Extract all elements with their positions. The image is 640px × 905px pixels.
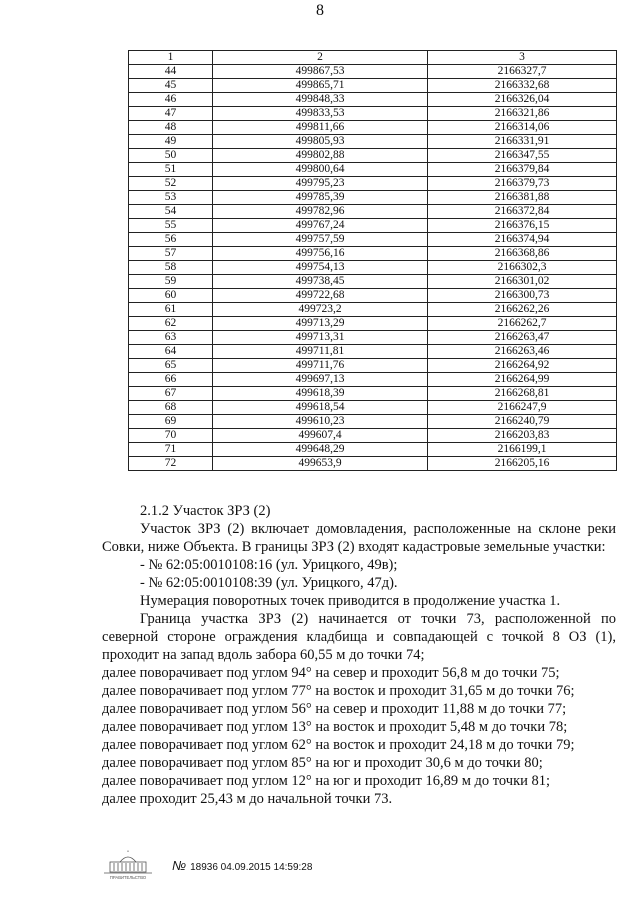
y-coordinate-cell: 2166326,04 [428,93,617,107]
y-coordinate-cell: 2166264,99 [428,373,617,387]
y-coordinate-cell: 2166240,79 [428,415,617,429]
table-row [129,93,617,107]
point-number-cell: 64 [129,345,213,359]
stamp-symbol: № [172,857,187,873]
point-number-cell: 50 [129,149,213,163]
x-coordinate-cell: 499754,13 [213,261,428,275]
table-row [129,303,617,317]
table-row [129,205,617,219]
x-coordinate-cell: 499618,39 [213,387,428,401]
point-number-cell: 54 [129,205,213,219]
y-coordinate-cell: 2166374,94 [428,233,617,247]
boundary-start: Граница участка ЗРЗ (2) начинается от точки 73, расположенной по северной стороне ограждения кладбища и совпадающей с точкой 8 ОЗ (1), проходит на запад вдоль забора 60,55 м до точки 74; [102,611,616,663]
x-coordinate-cell: 499756,16 [213,247,428,261]
point-number-cell: 44 [129,65,213,79]
stamp-caption: ПРАВИТЕЛЬСТВО [109,875,147,880]
point-number-cell: 65 [129,359,213,373]
x-coordinate-cell: 499697,13 [213,373,428,387]
boundary-line: далее поворачивает под углом 12° на юг и проходит 16,89 м до точки 81; [102,773,551,789]
x-coordinate-cell: 499800,64 [213,163,428,177]
y-coordinate-cell: 2166264,92 [428,359,617,373]
table-row [129,247,617,261]
parcel-item: - № 62:05:0010108:16 (ул. Урицкого, 49в); [140,557,398,573]
point-number-cell: 57 [129,247,213,261]
table-row [129,177,617,191]
y-coordinate-cell: 2166268,81 [428,387,617,401]
table-row [129,191,617,205]
numbering-note: Нумерация поворотных точек приводится в продолжение участка 1. [140,593,561,609]
column-header-x: 2 [213,51,428,65]
table-row [129,331,617,345]
table-row [129,121,617,135]
page-number: 8 [316,2,324,19]
y-coordinate-cell: 2166203,83 [428,429,617,443]
y-coordinate-cell: 2166379,84 [428,163,617,177]
table-row [129,233,617,247]
point-number-cell: 70 [129,429,213,443]
column-header-y: 3 [428,51,617,65]
point-number-cell: 60 [129,289,213,303]
x-coordinate-cell: 499653,9 [213,457,428,471]
point-number-cell: 59 [129,275,213,289]
x-coordinate-cell: 499865,71 [213,79,428,93]
x-coordinate-cell: 499738,45 [213,275,428,289]
point-number-cell: 55 [129,219,213,233]
x-coordinate-cell: 499767,24 [213,219,428,233]
table-row [129,107,617,121]
government-building-icon [102,850,154,880]
parcel-item: - № 62:05:0010108:39 (ул. Урицкого, 47д). [140,575,398,591]
table-row [129,401,617,415]
y-coordinate-cell: 2166263,46 [428,345,617,359]
y-coordinate-cell: 2166321,86 [428,107,617,121]
section-text [102,502,616,808]
table-row [129,387,617,401]
y-coordinate-cell: 2166376,15 [428,219,617,233]
y-coordinate-cell: 2166300,73 [428,289,617,303]
x-coordinate-cell: 499805,93 [213,135,428,149]
x-coordinate-cell: 499713,31 [213,331,428,345]
y-coordinate-cell: 2166262,7 [428,317,617,331]
coordinates-table [128,50,617,471]
x-coordinate-cell: 499785,39 [213,191,428,205]
point-number-cell: 67 [129,387,213,401]
table-row [129,289,617,303]
point-number-cell: 48 [129,121,213,135]
table-row [129,135,617,149]
point-number-cell: 53 [129,191,213,205]
table-row [129,275,617,289]
x-coordinate-cell: 499811,66 [213,121,428,135]
y-coordinate-cell: 2166379,73 [428,177,617,191]
table-row [129,457,617,471]
point-number-cell: 51 [129,163,213,177]
x-coordinate-cell: 499757,59 [213,233,428,247]
point-number-cell: 66 [129,373,213,387]
y-coordinate-cell: 2166263,47 [428,331,617,345]
boundary-line: далее проходит 25,43 м до начальной точки 73. [102,791,393,807]
table-row [129,345,617,359]
x-coordinate-cell: 499713,29 [213,317,428,331]
y-coordinate-cell: 2166327,7 [428,65,617,79]
boundary-line: далее поворачивает под углом 13° на восток и проходит 5,48 м до точки 78; [102,719,568,735]
x-coordinate-cell: 499795,23 [213,177,428,191]
x-coordinate-cell: 499648,29 [213,443,428,457]
x-coordinate-cell: 499867,53 [213,65,428,79]
boundary-line: далее поворачивает под углом 56° на север и проходит 11,88 м до точки 77; [102,701,567,717]
point-number-cell: 58 [129,261,213,275]
point-number-cell: 72 [129,457,213,471]
y-coordinate-cell: 2166302,3 [428,261,617,275]
point-number-cell: 61 [129,303,213,317]
stamp-document-id: 18936 04.09.2015 14:59:28 [190,861,313,873]
table-header-row [129,51,617,65]
boundary-line: далее поворачивает под углом 94° на север и проходит 56,8 м до точки 75; [102,665,560,681]
y-coordinate-cell: 2166332,68 [428,79,617,93]
y-coordinate-cell: 2166262,26 [428,303,617,317]
point-number-cell: 47 [129,107,213,121]
boundary-lines [102,664,616,808]
point-number-cell: 46 [129,93,213,107]
document-stamp [102,850,312,880]
point-number-cell: 69 [129,415,213,429]
table-row [129,317,617,331]
y-coordinate-cell: 2166205,16 [428,457,617,471]
table-row [129,79,617,93]
point-number-cell: 68 [129,401,213,415]
section-intro: Участок ЗРЗ (2) включает домовладения, расположенные на склоне реки Совки, ниже Объекта. В границы ЗРЗ (2) входят кадастровые земельные участки: [102,521,616,555]
point-number-cell: 71 [129,443,213,457]
point-number-cell: 52 [129,177,213,191]
boundary-line: далее поворачивает под углом 85° на юг и проходит 30,6 м до точки 80; [102,755,543,771]
table-row [129,261,617,275]
point-number-cell: 56 [129,233,213,247]
boundary-line: далее поворачивает под углом 77° на восток и проходит 31,65 м до точки 76; [102,683,575,699]
y-coordinate-cell: 2166372,84 [428,205,617,219]
boundary-line: далее поворачивает под углом 62° на восток и проходит 24,18 м до точки 79; [102,737,575,753]
y-coordinate-cell: 2166314,06 [428,121,617,135]
x-coordinate-cell: 499723,2 [213,303,428,317]
point-number-cell: 45 [129,79,213,93]
y-coordinate-cell: 2166368,86 [428,247,617,261]
point-number-cell: 49 [129,135,213,149]
y-coordinate-cell: 2166347,55 [428,149,617,163]
y-coordinate-cell: 2166247,9 [428,401,617,415]
x-coordinate-cell: 499607,4 [213,429,428,443]
x-coordinate-cell: 499722,68 [213,289,428,303]
table-row [129,65,617,79]
section-heading: 2.1.2 Участок ЗРЗ (2) [140,503,271,519]
table-row [129,359,617,373]
x-coordinate-cell: 499610,23 [213,415,428,429]
x-coordinate-cell: 499782,96 [213,205,428,219]
table-row [129,149,617,163]
x-coordinate-cell: 499711,81 [213,345,428,359]
table-body [129,65,617,471]
point-number-cell: 63 [129,331,213,345]
x-coordinate-cell: 499848,33 [213,93,428,107]
y-coordinate-cell: 2166331,91 [428,135,617,149]
x-coordinate-cell: 499618,54 [213,401,428,415]
stamp-id [172,858,312,873]
point-number-cell: 62 [129,317,213,331]
y-coordinate-cell: 2166199,1 [428,443,617,457]
x-coordinate-cell: 499711,76 [213,359,428,373]
table-row [129,219,617,233]
table-row [129,163,617,177]
x-coordinate-cell: 499833,53 [213,107,428,121]
x-coordinate-cell: 499802,88 [213,149,428,163]
table-row [129,443,617,457]
table-row [129,373,617,387]
table-row [129,415,617,429]
y-coordinate-cell: 2166301,02 [428,275,617,289]
y-coordinate-cell: 2166381,88 [428,191,617,205]
column-header-number: 1 [129,51,213,65]
table-row [129,429,617,443]
